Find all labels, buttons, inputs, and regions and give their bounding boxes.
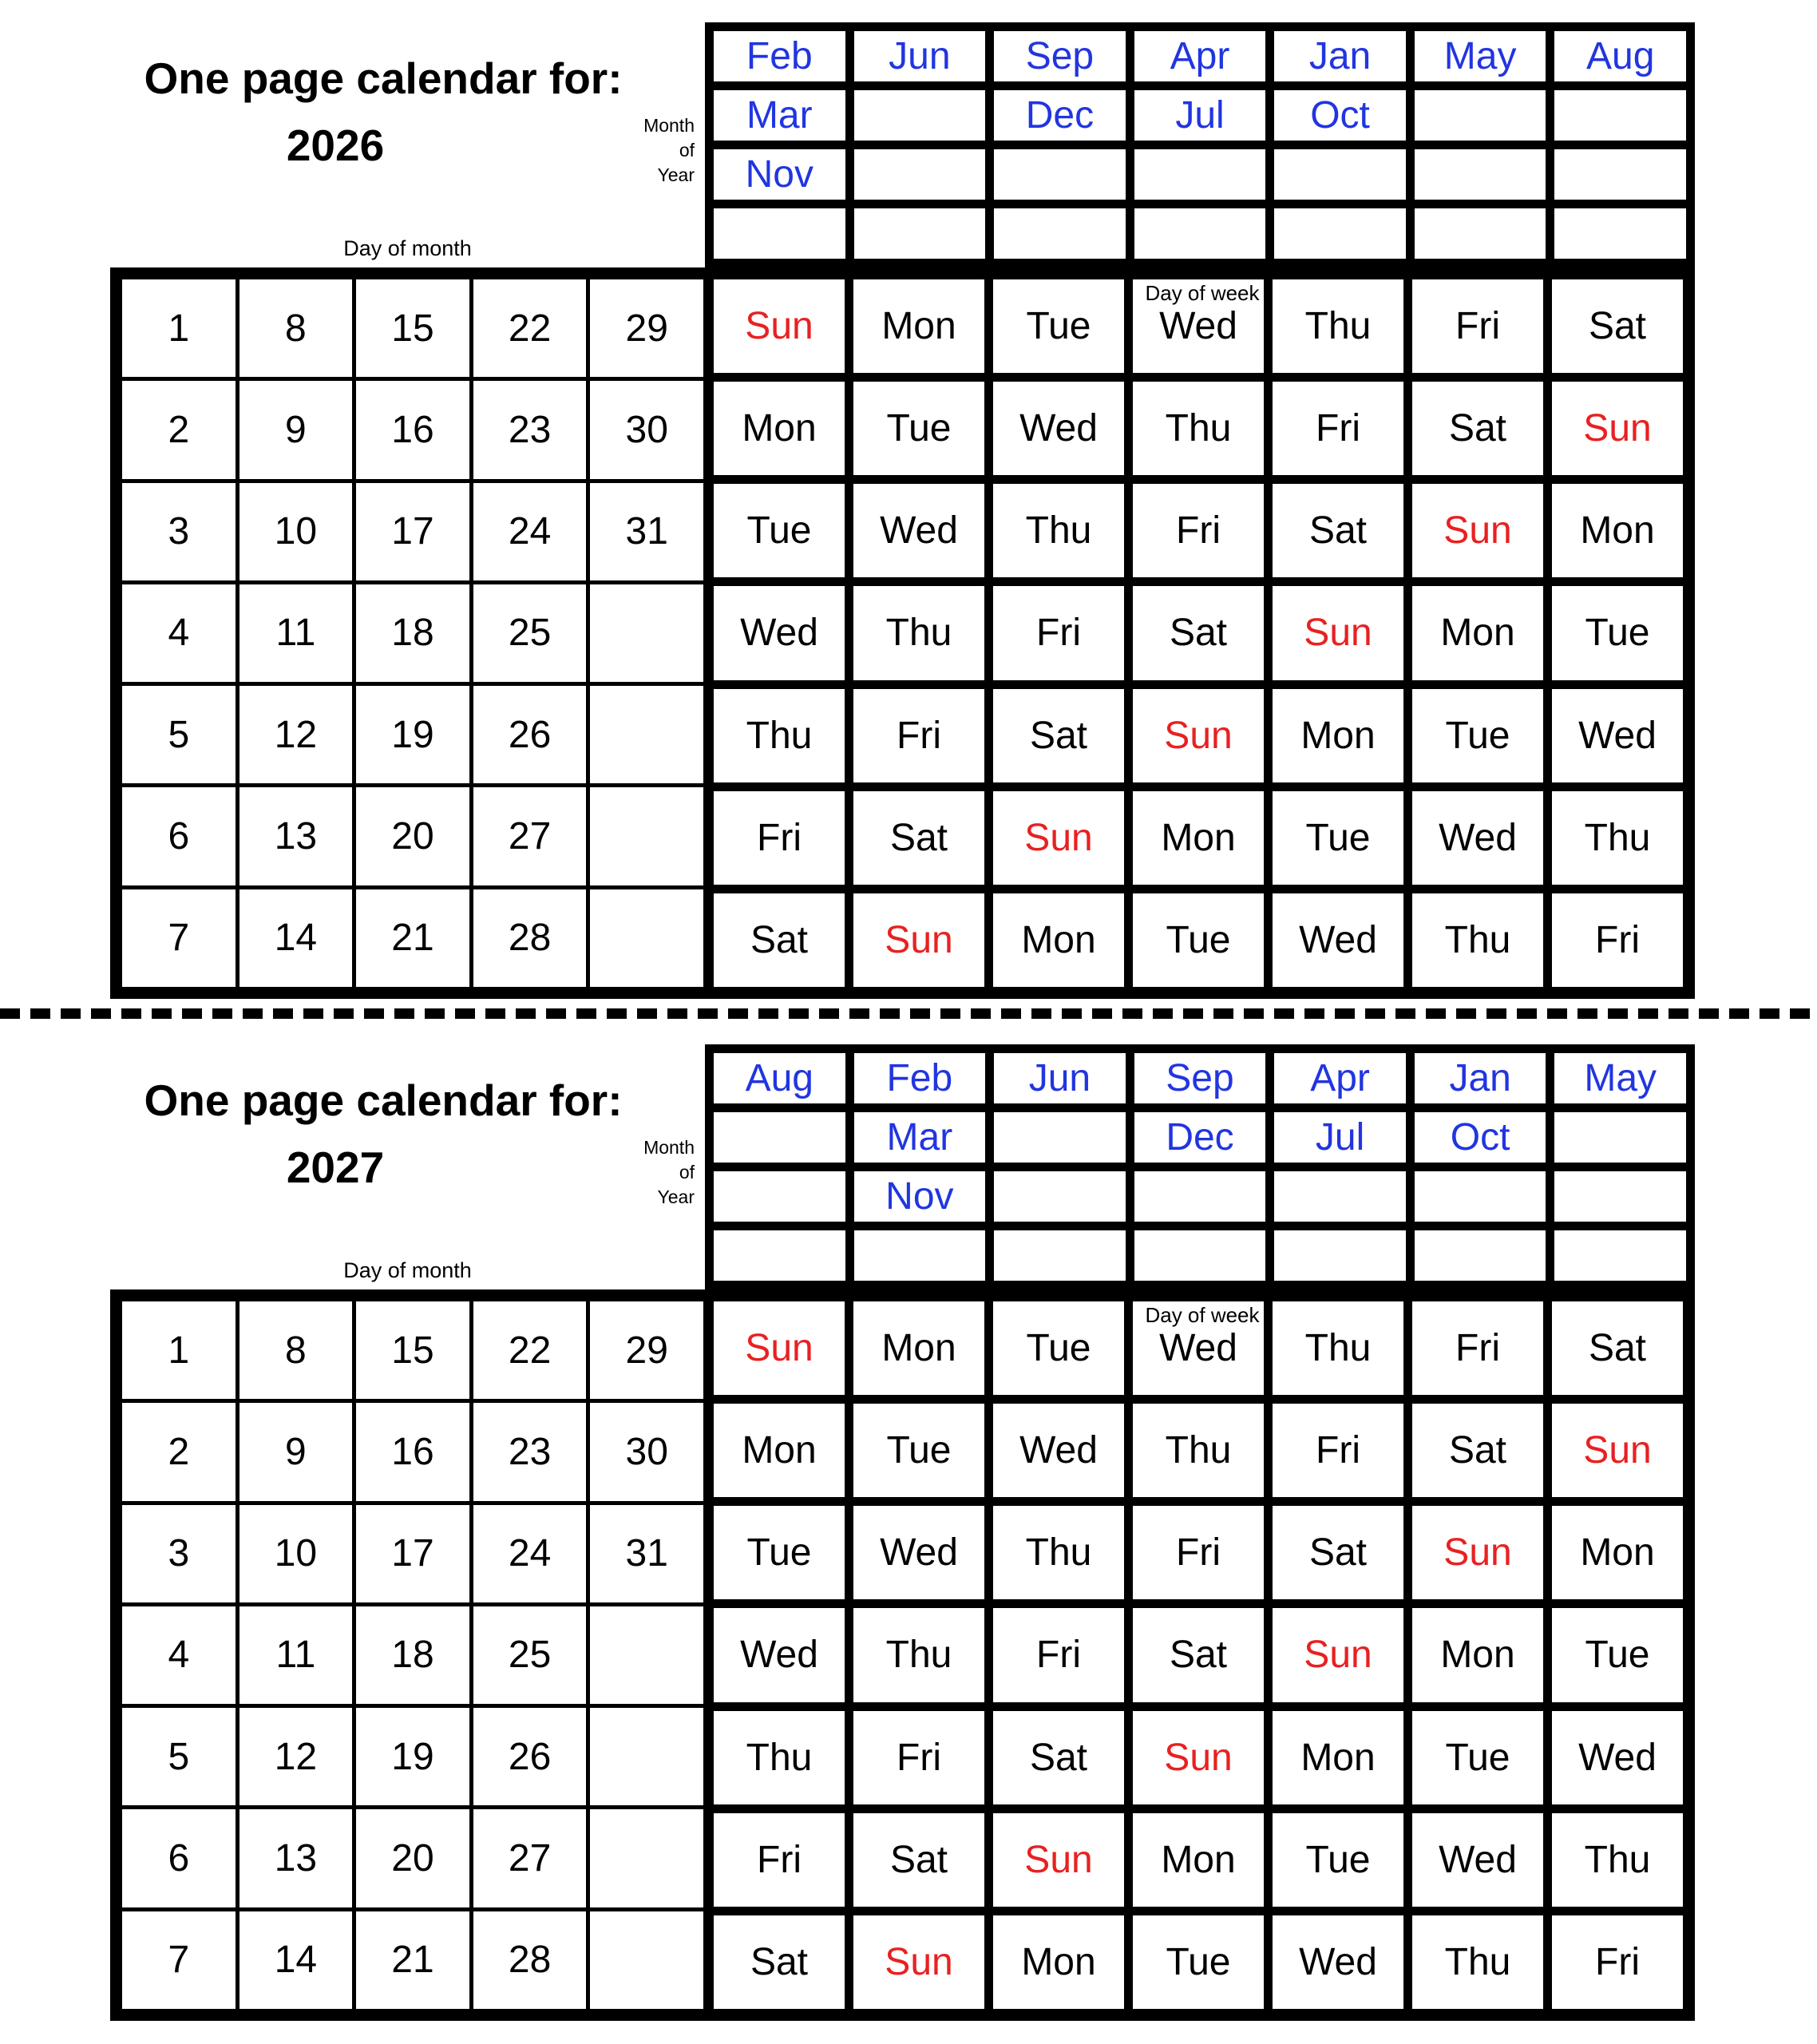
day-of-week-cell: Tue bbox=[1552, 1608, 1683, 1701]
day-of-month-cell: 25 bbox=[473, 584, 587, 682]
day-of-week-cell: Thu bbox=[1273, 279, 1403, 373]
month-cell bbox=[1274, 208, 1406, 259]
day-of-month-cell: 12 bbox=[239, 1708, 353, 1805]
day-of-week-cell: Mon bbox=[1133, 791, 1264, 885]
day-of-month-cell: 16 bbox=[356, 1403, 469, 1500]
page-divider-dashed-line bbox=[0, 1008, 1817, 1019]
day-of-month-cell: 21 bbox=[356, 1911, 469, 2009]
day-of-week-cell: Sun bbox=[993, 1813, 1124, 1907]
day-of-week-cell: Thu bbox=[1273, 1301, 1403, 1395]
month-of-year-line: of bbox=[679, 1162, 695, 1182]
day-of-month-cell: 25 bbox=[473, 1606, 587, 1704]
day-of-month-cell: 28 bbox=[473, 1911, 587, 2009]
day-grid-frame bbox=[110, 267, 1695, 999]
day-of-month-cell: 26 bbox=[473, 686, 587, 783]
day-of-week-label: Day of week bbox=[1145, 281, 1260, 305]
day-of-week-cell: Sat bbox=[1552, 279, 1683, 373]
day-of-month-cell: 10 bbox=[239, 483, 353, 580]
day-of-month-cell: 31 bbox=[590, 1505, 703, 1602]
month-cell: Nov bbox=[854, 1171, 986, 1222]
day-of-month-cell: 19 bbox=[356, 1708, 469, 1805]
day-of-month-cell: 5 bbox=[122, 1708, 236, 1805]
day-of-week-grid bbox=[714, 279, 1683, 987]
month-cell: Aug bbox=[714, 1053, 845, 1103]
day-of-week-cell: Fri bbox=[993, 1608, 1124, 1701]
day-of-month-cell: 2 bbox=[122, 381, 236, 478]
day-of-month-cell bbox=[590, 889, 703, 987]
day-of-month-cell: 9 bbox=[239, 381, 353, 478]
day-of-week-cell: Sat bbox=[993, 689, 1124, 782]
day-of-month-cell: 23 bbox=[473, 1403, 587, 1500]
calendar-2026 bbox=[0, 0, 1817, 1002]
month-cell bbox=[1554, 1171, 1686, 1222]
day-of-month-cell: 22 bbox=[473, 1301, 587, 1399]
day-of-week-cell: Sun bbox=[1273, 1608, 1403, 1701]
day-of-week-cell: Fri bbox=[1133, 1506, 1264, 1599]
day-of-week-cell: Thu bbox=[1552, 1813, 1683, 1907]
day-of-month-cell: 24 bbox=[473, 1505, 587, 1602]
month-cell bbox=[994, 208, 1126, 259]
day-of-month-cell: 29 bbox=[590, 1301, 703, 1399]
day-of-week-cell: Mon bbox=[1412, 586, 1543, 679]
day-of-week-cell: Thu bbox=[993, 484, 1124, 577]
day-of-week-cell: Wed bbox=[1273, 1915, 1403, 2009]
month-of-year-line: Year bbox=[657, 164, 695, 185]
day-of-week-cell: Sun bbox=[1412, 1506, 1543, 1599]
day-of-week-cell: Tue bbox=[1552, 586, 1683, 679]
month-cell bbox=[1134, 1171, 1266, 1222]
month-cell bbox=[854, 90, 986, 141]
month-cell: Apr bbox=[1134, 31, 1266, 81]
month-cell: May bbox=[1554, 1053, 1686, 1103]
day-of-week-cell: Sun bbox=[1412, 484, 1543, 577]
day-of-week-cell: Tue bbox=[1273, 1813, 1403, 1907]
day-of-week-cell: Tue bbox=[853, 1404, 984, 1497]
month-cell: May bbox=[1415, 31, 1546, 81]
day-of-month-cell: 24 bbox=[473, 483, 587, 580]
month-cell bbox=[1274, 149, 1406, 200]
day-of-week-cell: Thu bbox=[1412, 893, 1543, 987]
day-of-week-cell: Mon bbox=[1412, 1608, 1543, 1701]
day-of-week-cell: Thu bbox=[1412, 1915, 1543, 2009]
day-of-week-cell: Thu bbox=[853, 586, 984, 679]
day-of-week-cell: Tue bbox=[993, 1301, 1124, 1395]
day-of-week-cell: Sat bbox=[1552, 1301, 1683, 1395]
day-of-week-cell: Mon bbox=[714, 382, 845, 475]
day-of-month-cell: 30 bbox=[590, 381, 703, 478]
day-of-month-cell: 14 bbox=[239, 889, 353, 987]
month-cell: Feb bbox=[714, 31, 845, 81]
day-of-month-cell bbox=[590, 1708, 703, 1805]
day-of-week-cell: Thu bbox=[853, 1608, 984, 1701]
month-cell: Jun bbox=[994, 1053, 1126, 1103]
month-cell bbox=[1554, 149, 1686, 200]
day-of-month-cell: 5 bbox=[122, 686, 236, 783]
month-cell bbox=[1554, 1112, 1686, 1163]
day-of-week-cell: Wed bbox=[853, 484, 984, 577]
day-of-month-label: Day of month bbox=[343, 236, 472, 260]
day-of-week-cell: Wed bbox=[993, 1404, 1124, 1497]
month-cell bbox=[1274, 1171, 1406, 1222]
day-of-week-cell: Sun bbox=[1552, 382, 1683, 475]
day-of-month-cell: 10 bbox=[239, 1505, 353, 1602]
day-of-month-cell: 27 bbox=[473, 1809, 587, 1907]
day-of-month-cell: 27 bbox=[473, 787, 587, 885]
month-cell bbox=[854, 208, 986, 259]
day-of-week-cell: Tue bbox=[1273, 791, 1403, 885]
day-of-week-cell: Fri bbox=[714, 791, 845, 885]
month-of-year-line: of bbox=[679, 140, 695, 160]
month-cell: Mar bbox=[714, 90, 845, 141]
month-cell bbox=[1134, 149, 1266, 200]
day-of-week-cell: Sun bbox=[1133, 1711, 1264, 1804]
month-cell bbox=[714, 1171, 845, 1222]
day-of-month-cell: 8 bbox=[239, 1301, 353, 1399]
day-of-month-cell: 7 bbox=[122, 1911, 236, 2009]
day-of-week-cell: Mon bbox=[1133, 1813, 1264, 1907]
month-cell: Sep bbox=[994, 31, 1126, 81]
day-of-month-cell: 16 bbox=[356, 381, 469, 478]
day-of-month-cell: 4 bbox=[122, 584, 236, 682]
day-of-month-cell: 20 bbox=[356, 1809, 469, 1907]
day-of-week-cell: Mon bbox=[1273, 1711, 1403, 1804]
month-cell bbox=[1415, 90, 1546, 141]
month-cell: Dec bbox=[994, 90, 1126, 141]
day-of-week-cell: Tue bbox=[1133, 1915, 1264, 2009]
day-of-week-cell: Sat bbox=[1273, 484, 1403, 577]
day-of-month-cell: 15 bbox=[356, 279, 469, 377]
day-of-month-cell: 15 bbox=[356, 1301, 469, 1399]
day-of-week-cell: Fri bbox=[1412, 279, 1543, 373]
day-of-month-cell: 14 bbox=[239, 1911, 353, 2009]
day-of-month-cell bbox=[590, 1911, 703, 2009]
day-of-week-cell: Fri bbox=[993, 586, 1124, 679]
day-of-week-cell: Tue bbox=[714, 484, 845, 577]
day-of-month-cell: 21 bbox=[356, 889, 469, 987]
day-of-week-cell: Sat bbox=[1273, 1506, 1403, 1599]
day-of-month-cell: 11 bbox=[239, 584, 353, 682]
day-of-month-cell: 1 bbox=[122, 279, 236, 377]
day-of-month-cell: 8 bbox=[239, 279, 353, 377]
day-of-month-label: Day of month bbox=[343, 1258, 472, 1282]
month-cell bbox=[994, 1230, 1126, 1281]
day-of-week-cell: Sun bbox=[853, 893, 984, 987]
month-cell: Feb bbox=[854, 1053, 986, 1103]
day-of-week-cell: Wed bbox=[993, 382, 1124, 475]
day-of-week-cell: Fri bbox=[1552, 893, 1683, 987]
day-of-week-cell: Wed bbox=[1552, 1711, 1683, 1804]
day-of-week-cell: Sun bbox=[993, 791, 1124, 885]
day-of-week-cell: Sat bbox=[1412, 382, 1543, 475]
day-of-week-cell: Mon bbox=[993, 1915, 1124, 2009]
day-grid-frame bbox=[110, 1289, 1695, 2021]
month-cell: Oct bbox=[1415, 1112, 1546, 1163]
day-of-week-cell: Tue bbox=[853, 382, 984, 475]
day-of-month-cell: 2 bbox=[122, 1403, 236, 1500]
day-of-week-cell: Mon bbox=[853, 1301, 984, 1395]
day-of-week-cell: Mon bbox=[853, 279, 984, 373]
day-of-week-cell: Mon bbox=[1552, 484, 1683, 577]
day-of-week-cell: Tue bbox=[714, 1506, 845, 1599]
month-cell bbox=[994, 149, 1126, 200]
day-of-month-cell: 6 bbox=[122, 787, 236, 885]
day-of-week-cell: Mon bbox=[993, 893, 1124, 987]
month-cell bbox=[1415, 1230, 1546, 1281]
month-cell bbox=[994, 1171, 1126, 1222]
day-of-week-cell: Fri bbox=[853, 689, 984, 782]
day-of-month-cell: 17 bbox=[356, 1505, 469, 1602]
day-of-week-cell: Fri bbox=[853, 1711, 984, 1804]
day-of-month-cell: 26 bbox=[473, 1708, 587, 1805]
day-of-week-cell: Sun bbox=[1273, 586, 1403, 679]
day-of-week-cell: Sun bbox=[1133, 689, 1264, 782]
day-of-week-cell: Tue bbox=[1412, 689, 1543, 782]
day-of-month-cell: 9 bbox=[239, 1403, 353, 1500]
day-of-month-cell: 6 bbox=[122, 1809, 236, 1907]
day-of-month-cell: 29 bbox=[590, 279, 703, 377]
day-of-week-cell: Wed bbox=[1133, 279, 1264, 373]
day-of-week-cell: Tue bbox=[1133, 893, 1264, 987]
day-of-week-grid bbox=[714, 1301, 1683, 2009]
day-of-week-cell: Wed bbox=[714, 1608, 845, 1701]
month-cell: Apr bbox=[1274, 1053, 1406, 1103]
day-of-week-cell: Wed bbox=[1412, 1813, 1543, 1907]
day-of-week-cell: Sat bbox=[714, 893, 845, 987]
month-of-year-label bbox=[551, 113, 695, 188]
day-of-month-cell: 28 bbox=[473, 889, 587, 987]
day-of-week-cell: Thu bbox=[714, 1711, 845, 1804]
month-cell: Mar bbox=[854, 1112, 986, 1163]
month-of-year-line: Month bbox=[643, 1137, 695, 1158]
month-of-year-line: Month bbox=[643, 115, 695, 136]
day-of-month-grid bbox=[122, 1301, 703, 2009]
page-title: One page calendar for: bbox=[144, 53, 623, 103]
month-cell bbox=[1134, 1230, 1266, 1281]
day-of-month-cell: 3 bbox=[122, 483, 236, 580]
day-of-week-cell: Sat bbox=[1133, 1608, 1264, 1701]
day-of-week-cell: Thu bbox=[1133, 382, 1264, 475]
month-grid bbox=[705, 22, 1695, 267]
day-of-month-cell bbox=[590, 787, 703, 885]
day-of-month-cell: 30 bbox=[590, 1403, 703, 1500]
month-of-year-line: Year bbox=[657, 1186, 695, 1207]
month-cell bbox=[854, 149, 986, 200]
day-of-week-cell: Thu bbox=[1133, 1404, 1264, 1497]
month-cell: Jan bbox=[1274, 31, 1406, 81]
day-of-month-cell: 20 bbox=[356, 787, 469, 885]
day-of-month-cell: 18 bbox=[356, 584, 469, 682]
day-of-week-cell: Mon bbox=[1552, 1506, 1683, 1599]
day-of-month-cell: 11 bbox=[239, 1606, 353, 1704]
day-of-week-cell: Mon bbox=[714, 1404, 845, 1497]
day-of-week-cell: Wed bbox=[1412, 791, 1543, 885]
day-of-week-cell: Thu bbox=[714, 689, 845, 782]
day-of-month-cell: 18 bbox=[356, 1606, 469, 1704]
month-cell bbox=[1554, 208, 1686, 259]
month-cell: Dec bbox=[1134, 1112, 1266, 1163]
calendar-2027 bbox=[0, 1022, 1817, 2024]
month-cell: Sep bbox=[1134, 1053, 1266, 1103]
day-of-week-cell: Sat bbox=[714, 1915, 845, 2009]
month-cell bbox=[1415, 208, 1546, 259]
day-of-month-cell: 1 bbox=[122, 1301, 236, 1399]
day-of-month-cell: 17 bbox=[356, 483, 469, 580]
day-of-week-cell: Fri bbox=[1273, 382, 1403, 475]
day-of-week-cell: Mon bbox=[1273, 689, 1403, 782]
month-cell: Jun bbox=[854, 31, 986, 81]
month-cell: Aug bbox=[1554, 31, 1686, 81]
day-of-month-cell: 23 bbox=[473, 381, 587, 478]
day-of-week-cell: Sun bbox=[714, 279, 845, 373]
day-of-week-cell: Wed bbox=[853, 1506, 984, 1599]
month-cell: Oct bbox=[1274, 90, 1406, 141]
day-of-month-cell: 31 bbox=[590, 483, 703, 580]
day-of-week-cell: Thu bbox=[1552, 791, 1683, 885]
day-of-month-cell: 13 bbox=[239, 1809, 353, 1907]
month-cell bbox=[1134, 208, 1266, 259]
day-of-week-cell: Tue bbox=[993, 279, 1124, 373]
day-of-week-cell: Thu bbox=[993, 1506, 1124, 1599]
month-grid bbox=[705, 1044, 1695, 1289]
day-of-week-cell: Sat bbox=[853, 1813, 984, 1907]
day-of-week-cell: Sun bbox=[853, 1915, 984, 2009]
month-cell bbox=[854, 1230, 986, 1281]
day-of-week-label: Day of week bbox=[1145, 1303, 1260, 1327]
day-of-week-cell: Fri bbox=[1133, 484, 1264, 577]
month-cell: Jul bbox=[1134, 90, 1266, 141]
month-cell bbox=[1274, 1230, 1406, 1281]
calendar-year: 2027 bbox=[286, 1143, 385, 1192]
day-of-month-cell: 4 bbox=[122, 1606, 236, 1704]
month-cell bbox=[1415, 1171, 1546, 1222]
day-of-week-cell: Fri bbox=[1552, 1915, 1683, 2009]
day-of-week-cell: Wed bbox=[1552, 689, 1683, 782]
day-of-month-cell bbox=[590, 1809, 703, 1907]
day-of-week-cell: Fri bbox=[714, 1813, 845, 1907]
day-of-week-cell: Wed bbox=[714, 586, 845, 679]
month-cell: Jan bbox=[1415, 1053, 1546, 1103]
day-of-month-cell: 22 bbox=[473, 279, 587, 377]
month-cell bbox=[1554, 90, 1686, 141]
day-of-week-cell: Sun bbox=[714, 1301, 845, 1395]
calendar-year: 2026 bbox=[286, 121, 385, 170]
day-of-week-cell: Sun bbox=[1552, 1404, 1683, 1497]
day-of-week-cell: Wed bbox=[1273, 893, 1403, 987]
month-cell bbox=[714, 1112, 845, 1163]
day-of-month-cell: 7 bbox=[122, 889, 236, 987]
day-of-week-cell: Sat bbox=[853, 791, 984, 885]
day-of-month-cell bbox=[590, 584, 703, 682]
day-of-week-cell: Wed bbox=[1133, 1301, 1264, 1395]
day-of-month-cell bbox=[590, 686, 703, 783]
day-of-week-cell: Tue bbox=[1412, 1711, 1543, 1804]
month-cell bbox=[1415, 149, 1546, 200]
month-cell: Nov bbox=[714, 149, 845, 200]
month-of-year-label bbox=[551, 1135, 695, 1210]
day-of-month-grid bbox=[122, 279, 703, 987]
day-of-week-cell: Sat bbox=[1412, 1404, 1543, 1497]
page-title: One page calendar for: bbox=[144, 1075, 623, 1125]
day-of-week-cell: Sat bbox=[993, 1711, 1124, 1804]
month-cell bbox=[994, 1112, 1126, 1163]
day-of-week-cell: Fri bbox=[1412, 1301, 1543, 1395]
month-cell bbox=[714, 1230, 845, 1281]
month-cell bbox=[714, 208, 845, 259]
month-cell bbox=[1554, 1230, 1686, 1281]
day-of-month-cell: 19 bbox=[356, 686, 469, 783]
day-of-month-cell: 12 bbox=[239, 686, 353, 783]
day-of-month-cell bbox=[590, 1606, 703, 1704]
month-cell: Jul bbox=[1274, 1112, 1406, 1163]
day-of-week-cell: Sat bbox=[1133, 586, 1264, 679]
day-of-week-cell: Fri bbox=[1273, 1404, 1403, 1497]
day-of-month-cell: 13 bbox=[239, 787, 353, 885]
day-of-month-cell: 3 bbox=[122, 1505, 236, 1602]
